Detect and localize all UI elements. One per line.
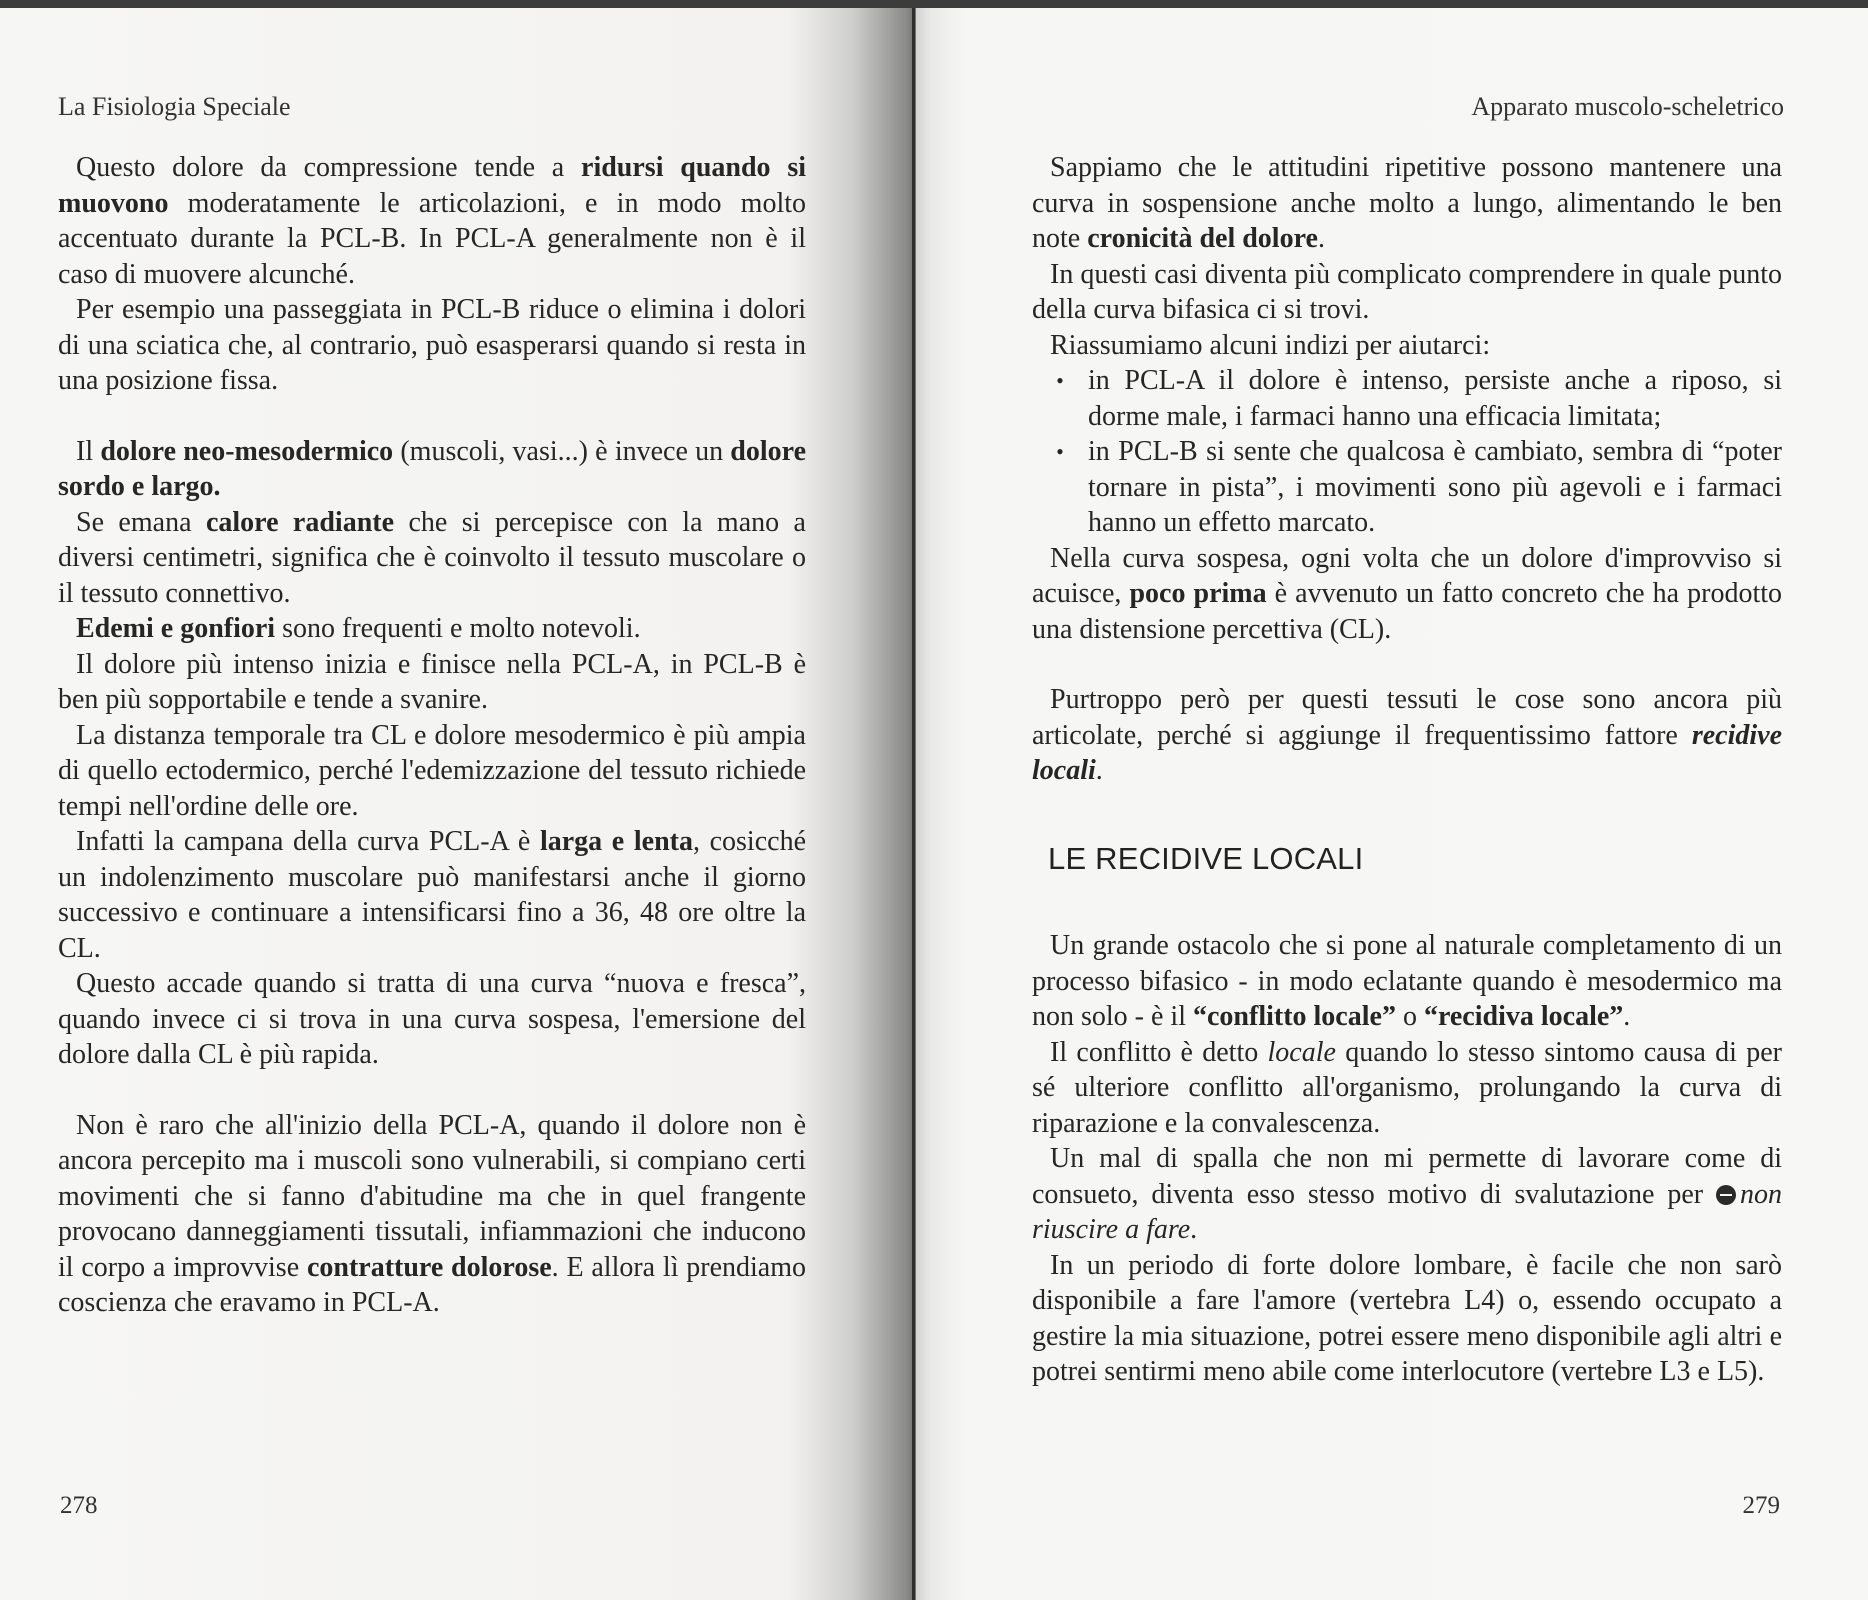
paragraph: Se emana calore radiante che si percepisce con la mano a diversi centimetri, significa che è coinvolto il tessuto muscolare o il tessuto connettivo. — [58, 506, 806, 609]
paragraph: Per esempio una passeggiata in PCL-B riduce o elimina i dolori di una sciatica che, al contrario, può esasperarsi quando si resta in una posizione fissa. — [58, 294, 806, 396]
running-head-left: La Fisiologia Speciale — [58, 92, 291, 121]
paragraph: Il dolore neo-mesodermico (muscoli, vasi...) è invece un dolore sordo e largo. — [58, 435, 806, 502]
emphasis: dolore neo-mesodermico — [100, 435, 394, 467]
section-heading: LE RECIDIVE LOCALI — [1048, 840, 1364, 876]
paragraph: In questi casi diventa più complicato comprendere in quale punto della curva bifasica ci si trovi. — [1032, 258, 1782, 325]
emphasis: ridursi quando si muovono — [58, 152, 807, 219]
paragraph: Questo dolore da compressione tende a ridursi quando si muovono moderatamente le articolazioni, e in modo molto accentuato durante la PCL-B. In PCL-A generalmente non è il caso di muovere alcunché. — [58, 152, 807, 290]
minus-circle-icon — [1716, 1185, 1736, 1205]
bullet-item: • in PCL-A il dolore è intenso, persiste anche a riposo, si dorme male, i farmaci hanno una efficacia limitata; — [1032, 363, 1782, 434]
paragraph: Questo accade quando si tratta di una curva “nuova e fresca”, quando invece ci si trova in una curva sospesa, l'emersione del dolore dalla CL è più rapida. — [58, 968, 806, 1070]
paragraph: Sappiamo che le attitudini ripetitive possono mantenere una curva in sospensione anche molto a lungo, alimentando le ben note cronicità del dolore. — [1032, 152, 1782, 254]
paragraph: Riassumiamo alcuni indizi per aiutarci: — [1050, 329, 1491, 361]
emphasis: recidive locali — [1032, 719, 1782, 786]
paragraph: La distanza temporale tra CL e dolore mesodermico è più ampia di quello ectodermico, perché l'edemizzazione del tessuto richiede tempi nell'ordine delle ore. — [58, 719, 806, 822]
paragraph: Non è raro che all'inizio della PCL-A, quando il dolore non è ancora percepito ma i muscoli sono vulnerabili, si compiano certi movimenti che si fanno d'abitudine ma che in quel frangente provocano danneggiamenti tissutali, infiammazioni che inducono il corpo a improvvise contratture dolorose. E allora lì prendiamo coscienza che eravamo in PCL-A. — [58, 1109, 807, 1318]
running-head-right: Apparato muscolo-scheletrico — [1471, 92, 1784, 121]
bullet-icon: • — [1056, 368, 1064, 393]
paragraph: Un grande ostacolo che si pone al naturale completamento di un processo bifasico - in modo eclatante quando è mesodermico ma non solo - è il “conflitto locale” o “recidiva locale”. — [1032, 930, 1782, 1032]
emphasis: calore radiante — [205, 506, 395, 538]
left-body-text — [58, 150, 806, 1321]
scan-top-edge — [0, 0, 1868, 8]
left-page — [0, 8, 916, 1600]
emphasis: dolore sordo e largo. — [58, 435, 806, 502]
paragraph: Infatti la campana della curva PCL-A è larga e lenta, cosicché un indolenzimento muscolare può manifestarsi anche il giorno successivo e continuare a intensificarsi fino a 36, 48 ore oltre la CL. — [58, 826, 806, 964]
bullet-item: • in PCL-B si sente che qualcosa è cambiato, sembra di “poter tornare in pista”, i movimenti sono più agevoli e i farmaci hanno un effetto marcato. — [1032, 434, 1782, 541]
emphasis: “conflitto locale” — [1193, 1001, 1396, 1032]
page-number-right: 279 — [1742, 1492, 1780, 1519]
paragraph: Un mal di spalla che non mi permette di lavorare come di consueto, diventa esso stesso motivo di svalutazione per non riuscire a fare. — [1032, 1143, 1782, 1245]
emphasis: locale — [1267, 1036, 1336, 1068]
paragraph: Il dolore più intenso inizia e finisce nella PCL-A, in PCL-B è ben più sopportabile e tende a svanire. — [58, 648, 806, 715]
paragraph: Nella curva sospesa, ogni volta che un dolore d'improvviso si acuisce, poco prima è avvenuto un fatto concreto che ha prodotto una distensione percettiva (CL). — [1032, 542, 1783, 645]
book-gutter — [912, 8, 915, 1600]
paragraph: In un periodo di forte dolore lombare, è facile che non sarò disponibile a fare l'amore (vertebra L4) o, essendo occupato a gestire la mia situazione, potrei essere meno disponibile agli altri e potrei sentirmi meno abile come interlocutore (vertebre L3 e L5). — [1032, 1249, 1782, 1387]
emphasis: “recidiva locale” — [1423, 1001, 1624, 1032]
paragraph: Il conflitto è detto locale quando lo stesso sintomo causa di per sé ulteriore conflitto all'organismo, prolungando la curva di riparazione e la convalescenza. — [1032, 1036, 1782, 1139]
paragraph: Purtroppo però per questi tessuti le cose sono ancora più articolate, perché si aggiunge il frequentissimo fattore recidive locali. — [1032, 684, 1782, 786]
emphasis: Edemi e gonfiori — [76, 613, 276, 644]
emphasis: contratture dolorose — [306, 1251, 552, 1283]
emphasis: larga e lenta — [539, 826, 693, 857]
paragraph: Edemi e gonfiori sono frequenti e molto notevoli. — [76, 613, 641, 644]
emphasis: cronicità del dolore — [1087, 223, 1318, 254]
bullet-icon: • — [1056, 439, 1064, 464]
page-number-left: 278 — [60, 1492, 98, 1519]
emphasis: poco prima — [1129, 578, 1267, 609]
right-body-text — [1032, 150, 1782, 1390]
emphasis: non riuscire a fare — [1032, 1178, 1782, 1245]
right-page — [916, 8, 1868, 1600]
